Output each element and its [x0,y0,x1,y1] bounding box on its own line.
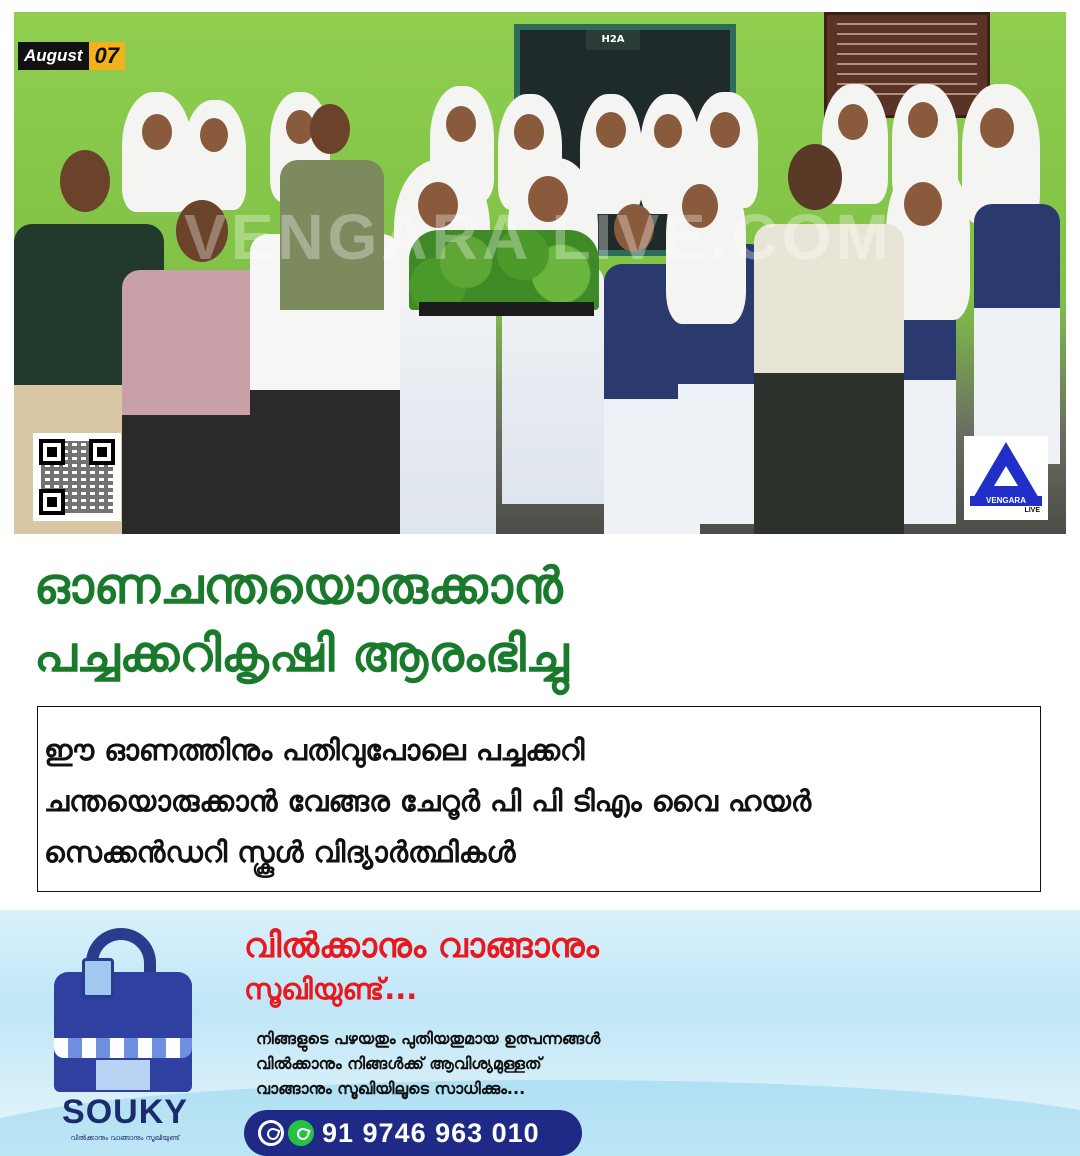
summary-line-1: ഈ ഓണത്തിനും പതിവുപോലെ പച്ചക്കറി [44,733,585,767]
logo-name: VENGARA [970,496,1042,506]
ad-body-line-3: വാങ്ങാനും സൂഖിയിലൂടെ സാധിക്കും... [256,1079,526,1098]
summary-line-3: സെക്കൻഡറി സ്കൂൾ വിദ്യാർത്ഥികൾ [44,835,516,869]
ad-body [256,1026,600,1101]
souky-tagline: വിൽക്കാനും വാങ്ങാനും സൂഖിയുണ്ട് [70,1134,180,1142]
door-sign: H2A [586,30,640,50]
photo-watermark: VENGARA LIVE.COM [184,201,893,273]
summary-box [37,706,1041,892]
summary-line-2: ചന്തയൊരുക്കാൻ വേങ്ങര ചേറൂർ പി പി ടിഎം വൈ ഹയർ [44,784,812,818]
news-photo [14,12,1066,534]
date-month: August [18,42,89,70]
phone-number: 91 9746 963 010 [322,1117,540,1148]
whatsapp-icon [288,1120,314,1146]
souky-brand: SOUKY [62,1093,188,1131]
vengara-live-logo [964,436,1048,520]
logo-sub: LIVE [1024,507,1040,514]
ad-subtitle: സൂഖിയുണ്ട്... [244,972,418,1006]
ad-body-line-1: നിങ്ങളുടെ പഴയതും പുതിയതുമായ ഉത്പന്നങ്ങൾ [256,1029,601,1048]
shopping-bag-icon [48,920,198,1098]
qr-code-icon[interactable] [33,433,121,521]
date-day: 07 [89,42,125,70]
ad-title: വിൽക്കാനും വാങ്ങാനും [244,926,599,966]
ad-body-line-2: വിൽക്കാനും നിങ്ങൾക്ക് ആവിശ്യമുള്ളത് [256,1054,542,1073]
date-badge [18,42,125,70]
phone-icon [258,1120,284,1146]
headline [34,552,1054,688]
headline-line-1: ഓണചന്തയൊരുക്കാൻ [34,557,563,615]
phone-button[interactable] [244,1110,582,1156]
headline-line-2: പച്ചക്കറികൃഷി ആരംഭിച്ചു [34,625,569,683]
seedling-tray [419,302,594,316]
